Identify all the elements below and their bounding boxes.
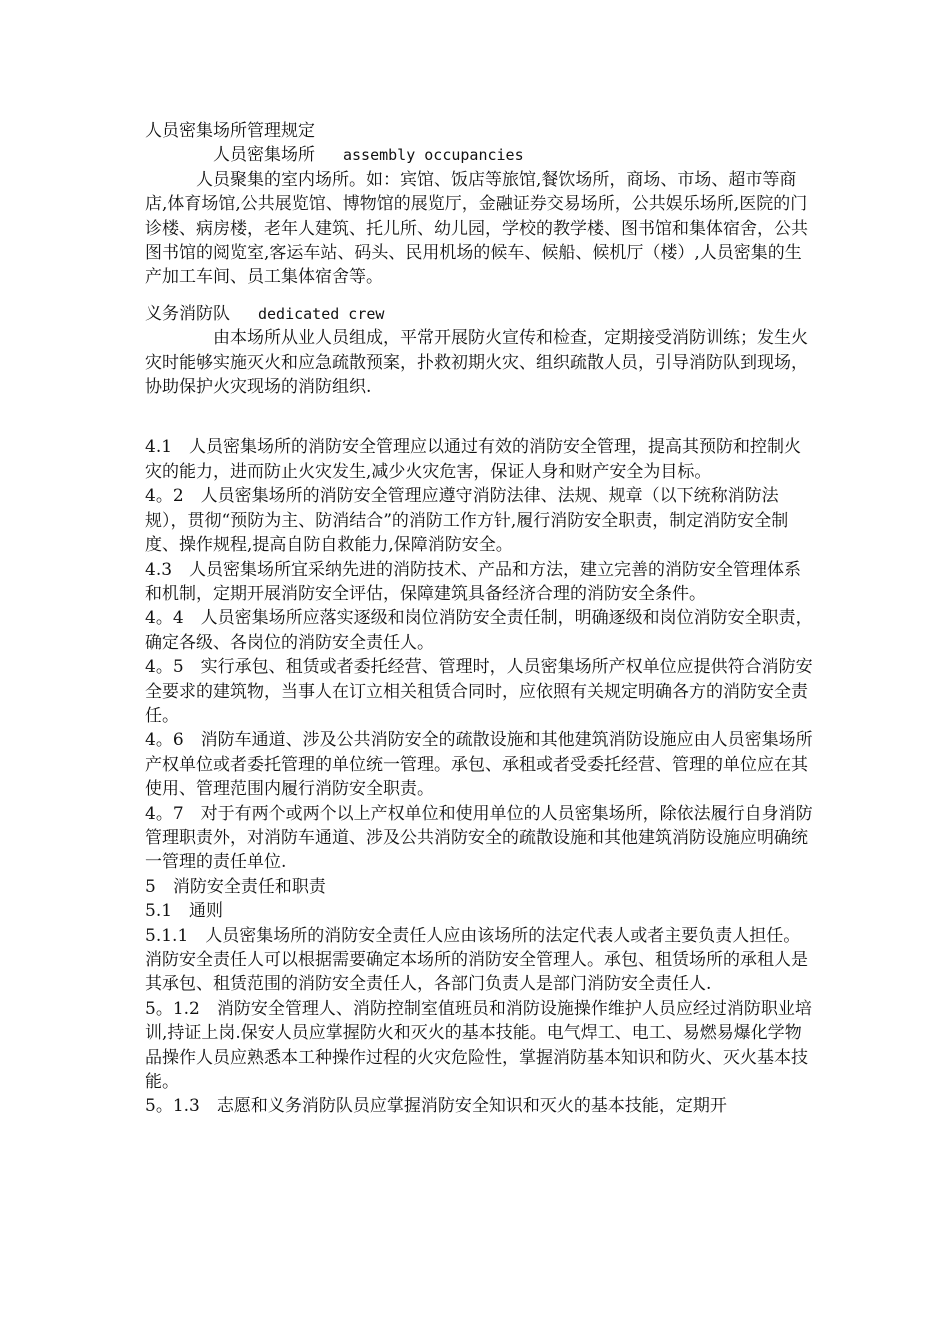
term-label: 义务消防队 [145, 303, 230, 324]
clause-5-1-1: 5.1.1 人员密集场所的消防安全责任人应由该场所的法定代表人或者主要负责人担任。消防安全责任人可以根据需要确定本场所的消防安全管理人。承包、租赁场所的承租人是其承包、租赁范围的消防安全责任人，各部门负责人是部门消防安全责任人. [145, 925, 808, 995]
term-label: 人员密集场所 [213, 145, 315, 166]
spacer [145, 290, 815, 302]
clause-4-5: 4。5 实行承包、租赁或者委托经营、管理时，人员密集场所产权单位应提供符合消防安全要求的建筑物，当事人在订立相关租赁合同时，应依照有关规定明确各方的消防安全责任。 [145, 657, 813, 726]
term-heading-crew [145, 302, 815, 326]
clause-4-6: 4。6 消防车通道、涉及公共消防安全的疏散设施和其他建筑消防设施应由人员密集场所产权单位或者委托管理的单位统一管理。承包、承租或者受委托经营、管理的单位应在其使用、管理范围内履行消防安全职责。 [145, 730, 813, 800]
term-english: assembly occupancies [343, 146, 524, 165]
term-english: dedicated crew [258, 304, 385, 323]
term-definition-assembly: 人员聚集的室内场所。如：宾馆、饭店等旅馆,餐饮场所，商场、市场、超市等商店,体育场馆,公共展览馆、博物馆的展览厅，金融证券交易场所，公共娱乐场所,医院的门诊楼、病房楼，老年人建筑、托儿所、幼儿园，学校的教学楼、图书馆和集体宿舍，公共图书馆的阅览室,客运车站、码头、民用机场的候车、候船、候机厅（楼）,人员密集的生产加工车间、员工集体宿舍等。 [145, 169, 808, 288]
clause-5-1-3: 5。1.3 志愿和义务消防队员应掌握消防安全知识和灭火的基本技能，定期开 [145, 1096, 727, 1117]
section-heading-5: 5 消防安全责任和职责 [145, 876, 326, 897]
clause-4-1: 4.1 人员密集场所的消防安全管理应以通过有效的消防安全管理，提高其预防和控制火灾的能力，进而防止火灾发生,减少火灾危害，保证人身和财产安全为目标。 [145, 437, 802, 482]
section-heading-5-1: 5.1 通则 [145, 901, 224, 922]
clause-4-2: 4。2 人员密集场所的消防安全管理应遵守消防法律、法规、规章（以下统称消防法规），贯彻“预防为主、防消结合”的消防工作方针,履行消防安全职责，制定消防安全制度、操作规程,提高自防自救能力,保障消防安全。 [145, 486, 789, 556]
term-heading-assembly [145, 143, 815, 167]
clause-5-1-2: 5。1.2 消防安全管理人、消防控制室值班员和消防设施操作维护人员应经过消防职业培训,持证上岗.保安人员应掌握防火和灭火的基本技能。电气焊工、电工、易燃易爆化学物品操作人员应熟悉本工种操作过程的火灾危险性，掌握消防基本知识和防火、灭火基本技能。 [145, 998, 812, 1093]
clause-4-4: 4。4 人员密集场所应落实逐级和岗位消防安全责任制，明确逐级和岗位消防安全职责，确定各级、各岗位的消防安全责任人。 [145, 608, 813, 653]
document-body [145, 119, 815, 1119]
clause-4-3: 4.3 人员密集场所宜采纳先进的消防技术、产品和方法，建立完善的消防安全管理体系和机制，定期开展消防安全评估，保障建筑具备经济合理的消防安全条件。 [145, 559, 802, 604]
term-definition-crew: 由本场所从业人员组成，平常开展防火宣传和检查，定期接受消防训练；发生火灾时能够实施灭火和应急疏散预案，扑救初期火灾、组织疏散人员，引导消防队到现场，协助保护火灾现场的消防组织. [145, 328, 808, 398]
clause-4-7: 4。7 对于有两个或两个以上产权单位和使用单位的人员密集场所，除依法履行自身消防管理职责外，对消防车通道、涉及公共消防安全的疏散设施和其他建筑消防设施应明确统一管理的责任单位. [145, 803, 813, 873]
spacer [145, 399, 815, 435]
document-title: 人员密集场所管理规定 [145, 121, 315, 141]
